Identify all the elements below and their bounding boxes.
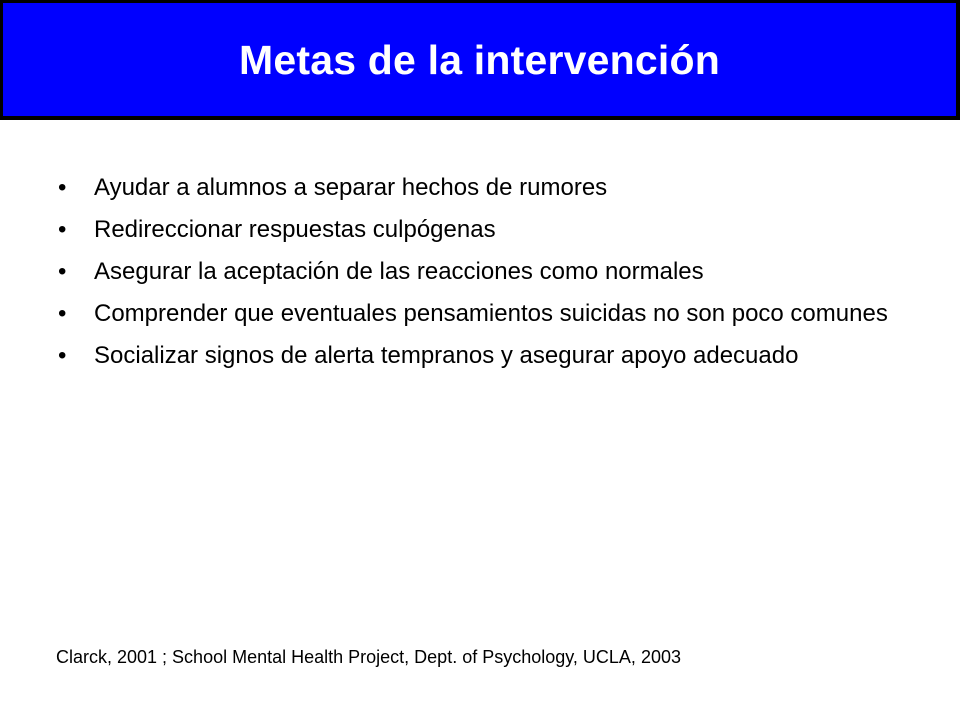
slide-title: Metas de la intervención: [238, 36, 720, 83]
bullet-text: Socializar signos de alerta tempranos y asegurar apoyo adecuado: [94, 342, 799, 369]
bullet-icon: •: [58, 174, 67, 201]
bullet-text: Redireccionar respuestas culpógenas: [94, 216, 496, 243]
bullet-list: [58, 173, 898, 383]
bullet-item: [58, 299, 898, 329]
bullet-item: [58, 173, 898, 203]
bullet-icon: •: [58, 216, 67, 243]
bullet-item: [58, 341, 898, 371]
title-bar: [0, 0, 960, 120]
bullet-text: Ayudar a alumnos a separar hechos de rumores: [94, 174, 608, 201]
bullet-icon: •: [58, 258, 67, 285]
bullet-item: [58, 215, 898, 245]
bullet-icon: •: [58, 300, 67, 327]
bullet-text: Comprender que eventuales pensamientos suicidas no son poco comunes: [94, 300, 888, 327]
citation: Clarck, 2001 ; School Mental Health Project, Dept. of Psychology, UCLA, 2003: [56, 647, 681, 667]
bullet-item: [58, 257, 898, 287]
bullet-text: Asegurar la aceptación de las reacciones como normales: [94, 258, 704, 285]
bullet-icon: •: [58, 342, 67, 369]
